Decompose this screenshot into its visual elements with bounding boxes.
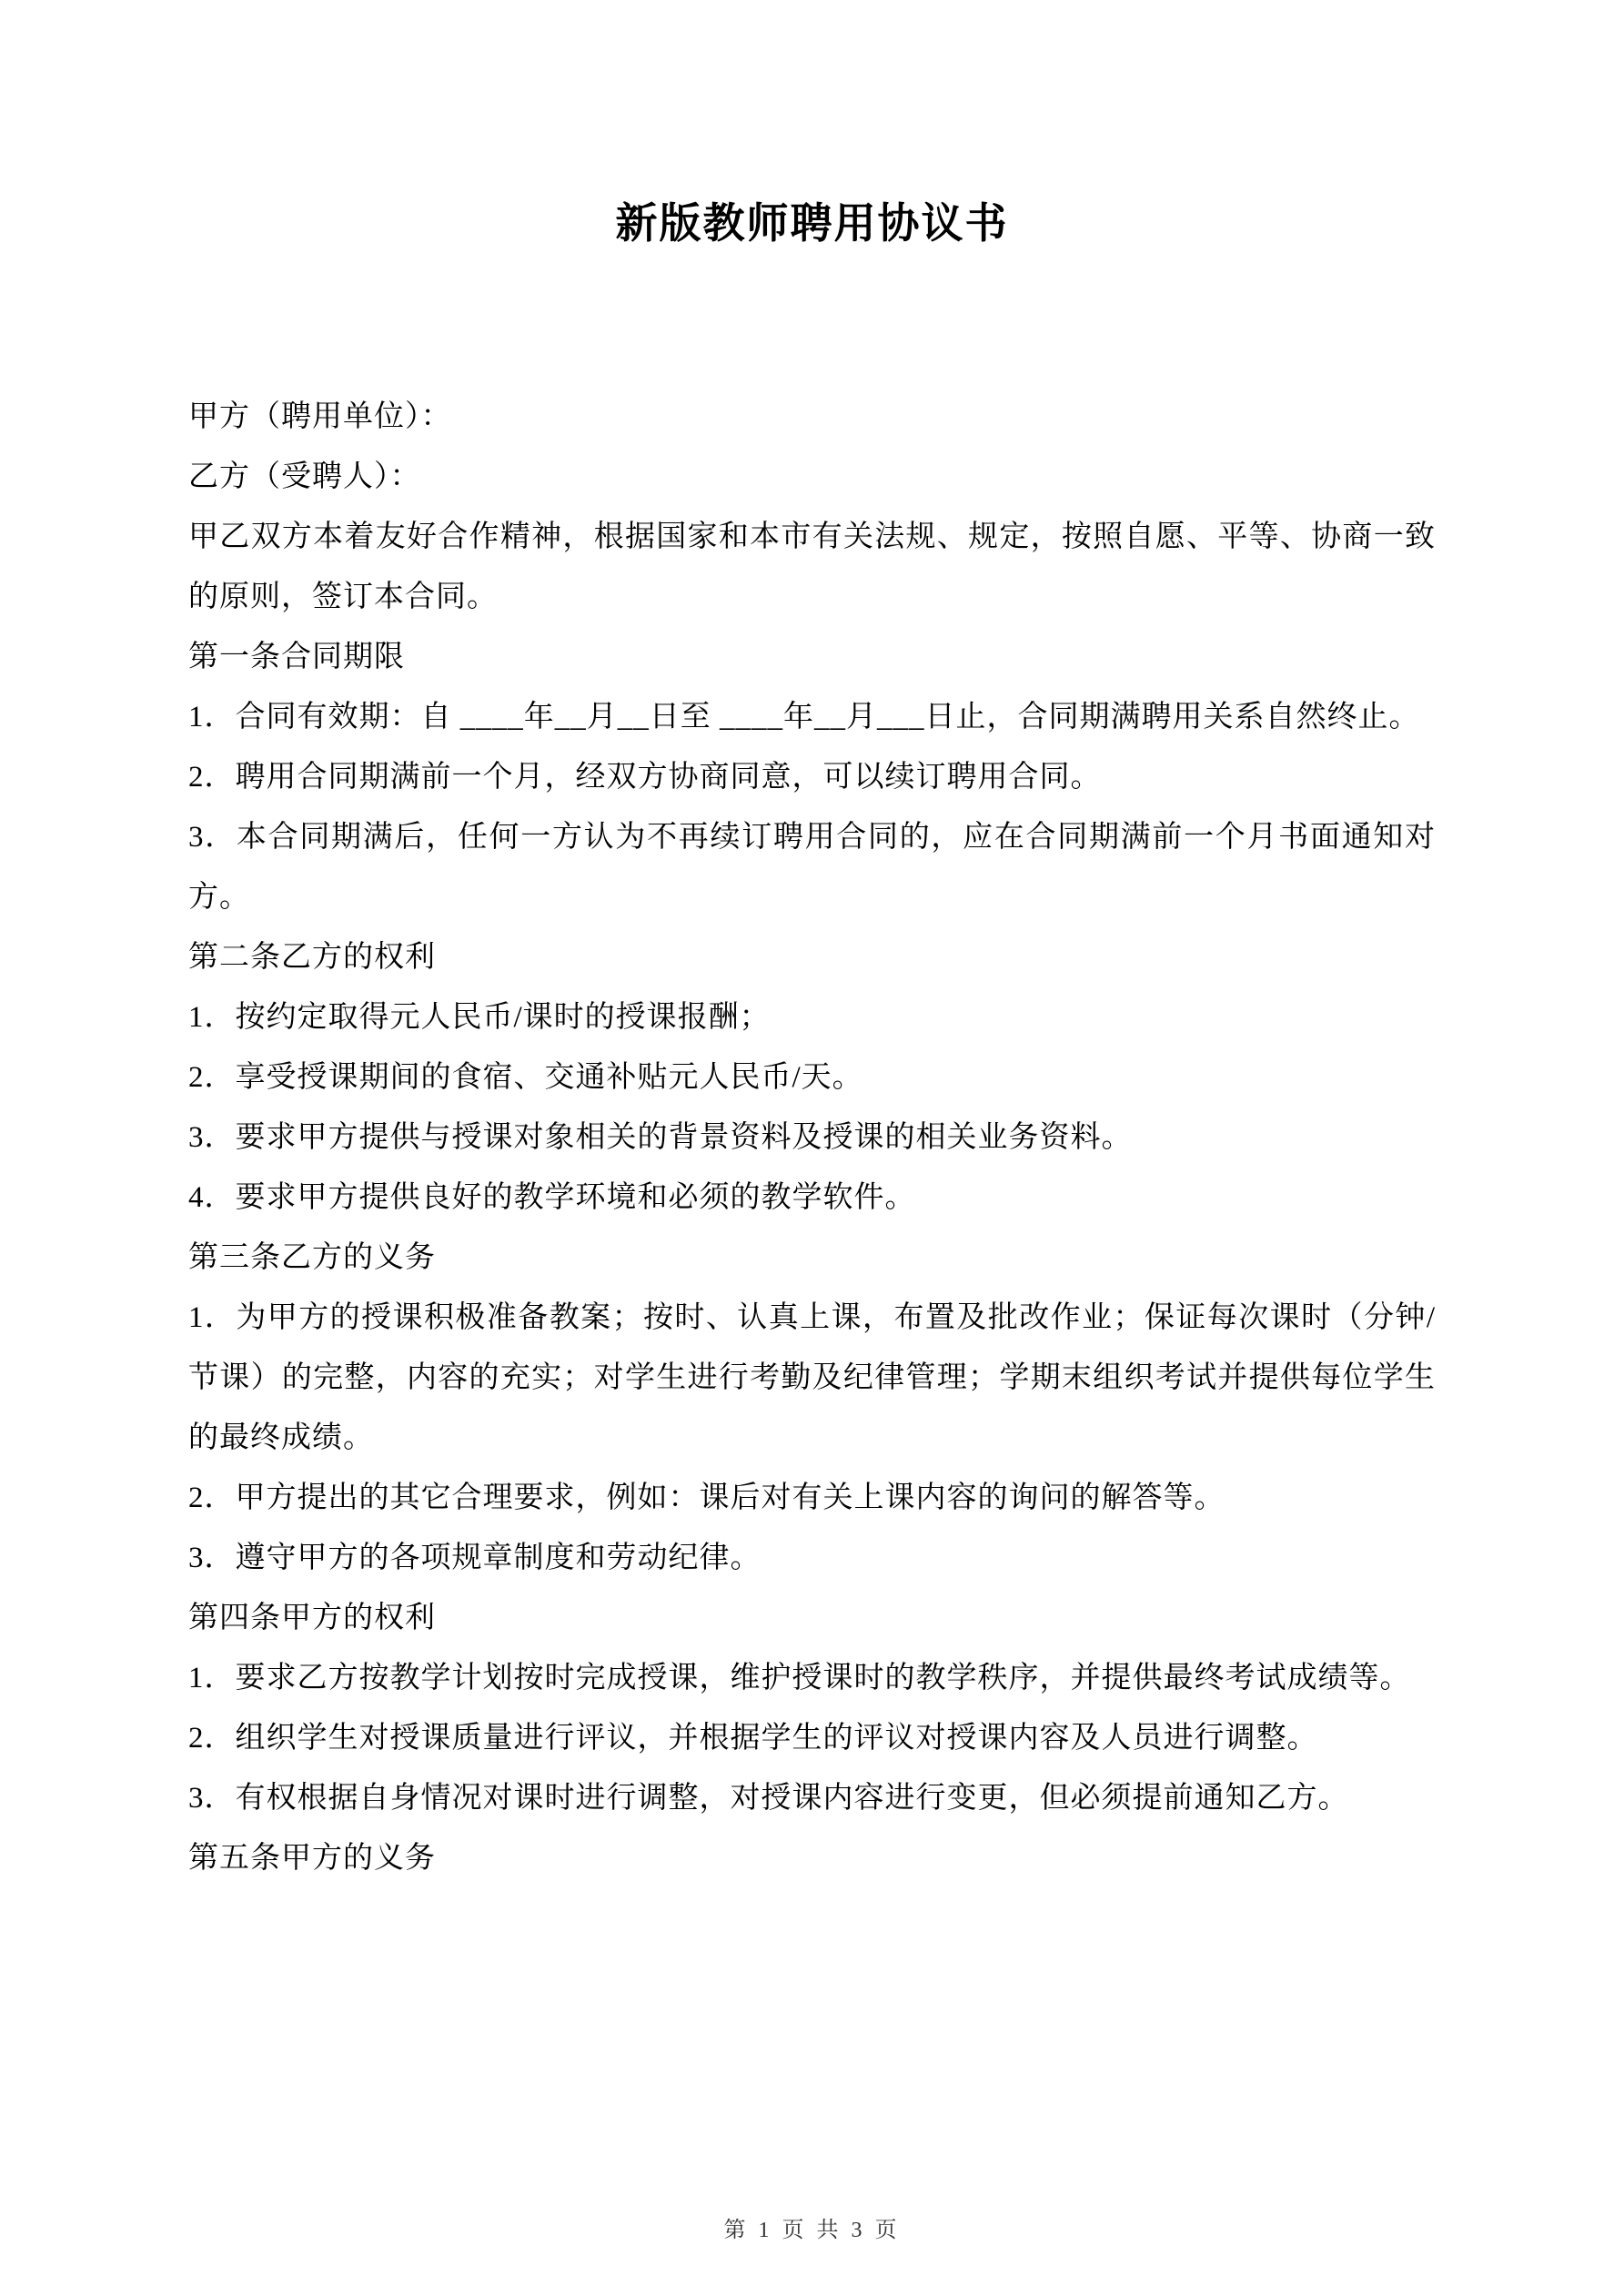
paragraph: 3．本合同期满后，任何一方认为不再续订聘用合同的，应在合同期满前一个月书面通知对方。 (188, 821, 1436, 914)
paragraph: 第三条乙方的义务 (188, 1241, 436, 1274)
paragraph: 第一条合同期限 (188, 641, 405, 673)
paragraph: 1．合同有效期：自 ____年__月__日至 ____年__月___日止，合同期满聘用关系自然终止。 (188, 701, 1420, 733)
paragraph: 第四条甲方的权利 (188, 1602, 436, 1634)
paragraph: 2．享受授课期间的食宿、交通补贴元人民币/天。 (188, 1061, 863, 1094)
paragraph: 3．要求甲方提供与授课对象相关的背景资料及授课的相关业务资料。 (188, 1121, 1133, 1154)
paragraph: 甲乙双方本着友好合作精神，根据国家和本市有关法规、规定，按照自愿、平等、协商一致的原则，签订本合同。 (188, 521, 1436, 613)
paragraph: 3．有权根据自身情况对课时进行调整，对授课内容进行变更，但必须提前通知乙方。 (188, 1782, 1349, 1815)
document-title: 新版教师聘用协议书 (615, 199, 1009, 247)
paragraph: 2．甲方提出的其它合理要求，例如：课后对有关上课内容的询问的解答等。 (188, 1482, 1226, 1514)
paragraph: 乙方（受聘人）： (188, 460, 421, 493)
paragraph: 第二条乙方的权利 (188, 941, 436, 974)
paragraph: 1．要求乙方按教学计划按时完成授课，维护授课时的教学秩序，并提供最终考试成绩等。 (188, 1662, 1411, 1694)
paragraph: 1．按约定取得元人民币/课时的授课报酬； (188, 1001, 771, 1034)
paragraph: 4．要求甲方提供良好的教学环境和必须的教学软件。 (188, 1181, 916, 1214)
page-footer: 第 1 页 共 3 页 (723, 2219, 901, 2242)
paragraph: 2．组织学生对授课质量进行评议，并根据学生的评议对授课内容及人员进行调整。 (188, 1722, 1318, 1755)
paragraph: 甲方（聘用单位）： (188, 400, 452, 433)
document-body (188, 387, 1436, 1888)
paragraph: 第五条甲方的义务 (188, 1842, 436, 1875)
paragraph: 2．聘用合同期满前一个月，经双方协商同意，可以续订聘用合同。 (188, 761, 1102, 794)
paragraph: 3．遵守甲方的各项规章制度和劳动纪律。 (188, 1542, 762, 1574)
paragraph: 1．为甲方的授课积极准备教案；按时、认真上课，布置及批改作业；保证每次课时（分钟/节课）的完整，内容的充实；对学生进行考勤及纪律管理；学期末组织考试并提供每位学生的最终成绩。 (188, 1301, 1436, 1454)
